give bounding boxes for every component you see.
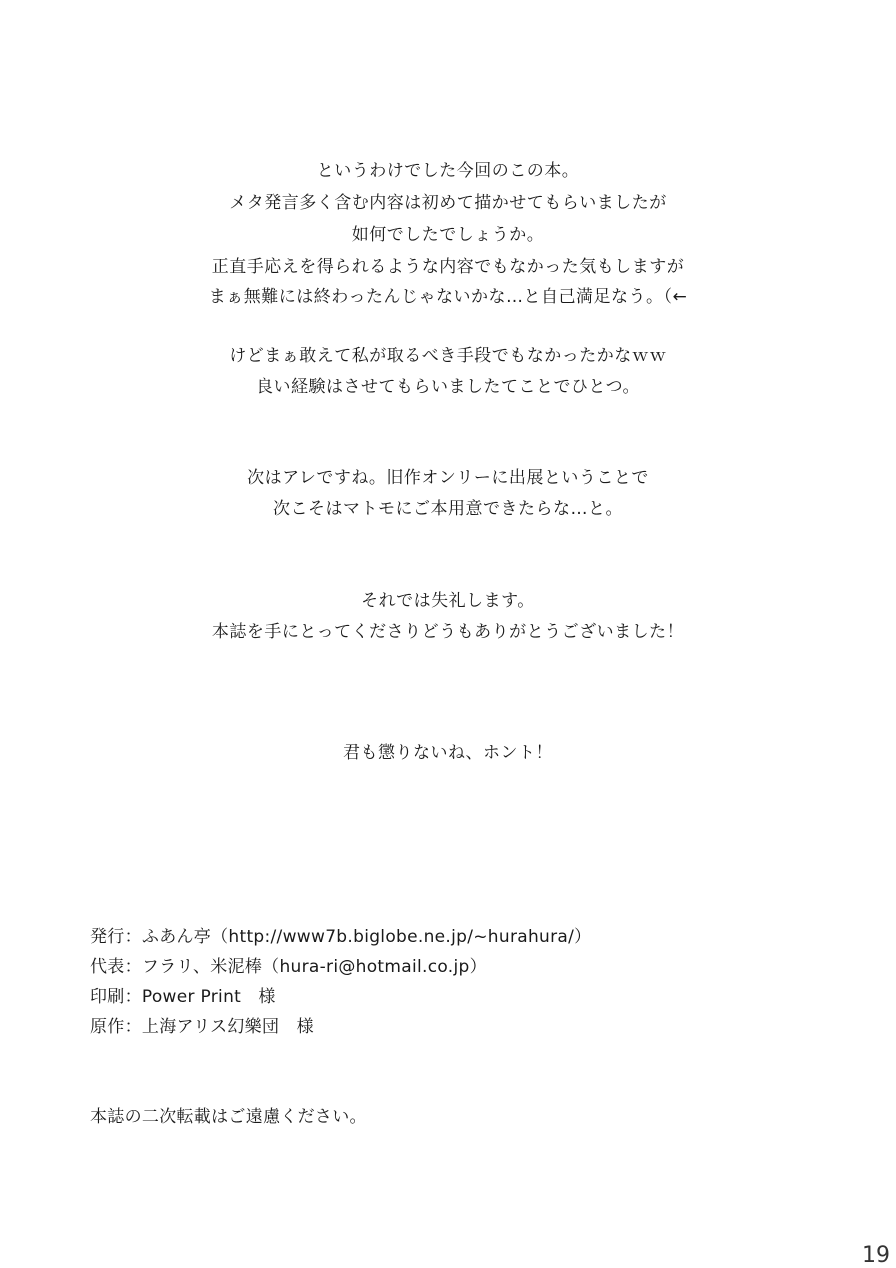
colophon-original-work: 原作：上海アリス幻樂団 様 (90, 1017, 314, 1037)
colophon-printer: 印刷：Power Print 様 (90, 987, 276, 1007)
reprint-notice: 本誌の二次転載はご遠慮ください。 (90, 1107, 367, 1127)
afterword-line: まぁ無難には終わったんじゃないかな…と自己満足なう。（← (208, 287, 688, 307)
afterword-line: 本誌を手にとってくださりどうもありがとうございました！ (211, 622, 685, 642)
afterword-line: それでは失礼します。 (361, 591, 535, 611)
closing-line: 君も懲りないね、ホント！ (343, 743, 553, 763)
afterword-line: メタ発言多く含む内容は初めて描かせてもらいましたが (229, 193, 667, 213)
afterword-line: 如何でしたでしょうか。 (351, 225, 545, 245)
afterword-line: 良い経験はさせてもらいましたてことでひとつ。 (256, 377, 640, 397)
afterword-line: 正直手応えを得られるような内容でもなかった気もしますが (211, 257, 685, 277)
colophon-representative: 代表：フラリ、米泥棒（hura-ri@hotmail.co.jp） (90, 957, 487, 977)
afterword-line: 次こそはマトモにご本用意できたらな…と。 (273, 499, 623, 519)
afterword-line: けどまぁ敢えて私が取るべき手段でもなかったかなｗｗ (229, 346, 667, 366)
afterword-line: というわけでした今回のこの本。 (316, 161, 580, 181)
colophon-publisher: 発行：ふあん亭（http://www7b.biglobe.ne.jp/~hurahura/） (90, 927, 592, 947)
page-number: 19 (862, 1243, 890, 1268)
afterword-line: 次はアレですね。旧作オンリーに出展ということで (247, 468, 649, 488)
